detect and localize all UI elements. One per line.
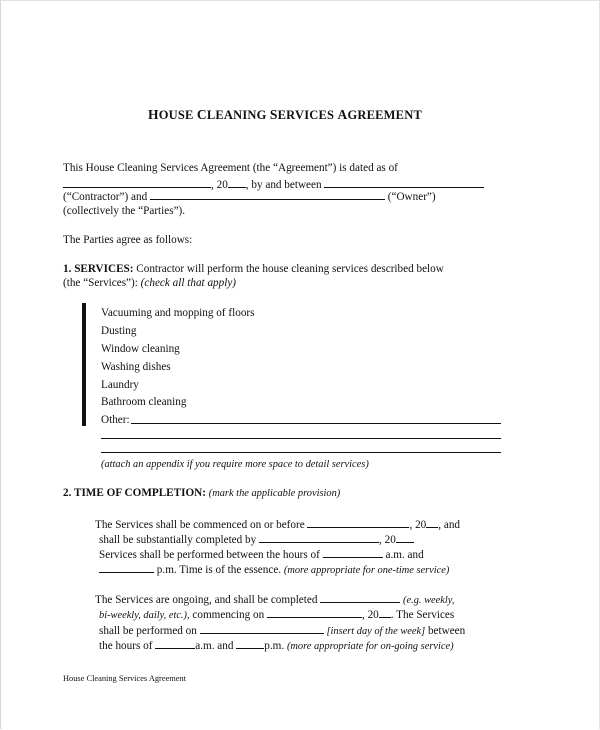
- onetime-line-4: p.m. Time is of the essence. (more appropriate for one-time service): [99, 562, 449, 578]
- service-item[interactable]: Washing dishes: [101, 361, 171, 373]
- commence-date-blank[interactable]: [307, 517, 409, 528]
- complete-date-blank[interactable]: [259, 532, 379, 543]
- onetime-line-1: The Services shall be commenced on or before , 20 , and: [95, 519, 461, 531]
- intro-line-2: , 20 , by and between: [63, 177, 484, 192]
- completion-heading: 2. TIME OF COMPLETION:: [63, 487, 206, 499]
- service-other-label: Other:: [101, 414, 130, 426]
- service-item[interactable]: Laundry: [101, 379, 139, 391]
- page-footer: House Cleaning Services Agreement: [63, 674, 187, 683]
- service-item[interactable]: Dusting: [101, 325, 137, 337]
- checklist-bar: [82, 303, 86, 426]
- service-item[interactable]: Window cleaning: [101, 343, 180, 355]
- end-hour-blank[interactable]: [99, 562, 154, 573]
- service-item[interactable]: Bathroom cleaning: [101, 396, 187, 408]
- ongoing-line-2: bi-weekly, daily, etc.), commencing on , 20 . The Services: [99, 609, 455, 621]
- other-blank-3[interactable]: [101, 452, 501, 453]
- service-item[interactable]: Vacuuming and mopping of floors: [101, 307, 255, 319]
- onetime-line-2: shall be substantially completed by , 20: [99, 532, 414, 547]
- ongoing-line-3: shall be performed on [insert day of the week] between: [99, 625, 466, 637]
- services-subline: (the “Services”): (check all that apply): [63, 277, 237, 289]
- commence-year-blank[interactable]: [426, 517, 438, 528]
- ongoing-start-year-blank[interactable]: [379, 607, 391, 618]
- completion-heading-line: 2. TIME OF COMPLETION: (mark the applicable provision): [63, 487, 341, 499]
- ongoing-line-4: the hours of a.m. and p.m. (more appropriate for on-going service): [99, 640, 454, 652]
- contractor-name-blank[interactable]: [324, 177, 484, 188]
- document-title: HOUSE CLEANING SERVICES AGREEMENT: [148, 107, 422, 122]
- complete-year-blank[interactable]: [396, 532, 414, 543]
- ongoing-end-hour-blank[interactable]: [236, 638, 264, 649]
- frequency-blank[interactable]: [320, 592, 400, 603]
- weekday-blank[interactable]: [200, 623, 324, 634]
- services-heading: 1. SERVICES:: [63, 263, 134, 275]
- ongoing-start-hour-blank[interactable]: [155, 638, 195, 649]
- date-blank[interactable]: [63, 177, 211, 188]
- intro-line-4: (collectively the “Parties”).: [63, 205, 186, 217]
- services-heading-line: 1. SERVICES: Contractor will perform the house cleaning services described below: [63, 263, 444, 275]
- parties-agree-text: The Parties agree as follows:: [63, 234, 193, 246]
- owner-name-blank[interactable]: [150, 189, 385, 200]
- other-blank-2[interactable]: [101, 438, 501, 439]
- start-hour-blank[interactable]: [323, 547, 383, 558]
- year-blank[interactable]: [228, 177, 246, 188]
- ongoing-line-1: The Services are ongoing, and shall be completed (e.g. weekly,: [95, 594, 455, 606]
- intro-line-1: This House Cleaning Services Agreement (the “Agreement”) is dated as of: [63, 162, 398, 174]
- appendix-note: (attach an appendix if you require more space to detail services): [101, 459, 369, 470]
- intro-line-3: (“Contractor”) and (“Owner”): [63, 191, 436, 203]
- onetime-line-3: Services shall be performed between the hours of a.m. and: [99, 549, 424, 561]
- other-blank-1[interactable]: [131, 423, 501, 424]
- ongoing-start-date-blank[interactable]: [267, 607, 362, 618]
